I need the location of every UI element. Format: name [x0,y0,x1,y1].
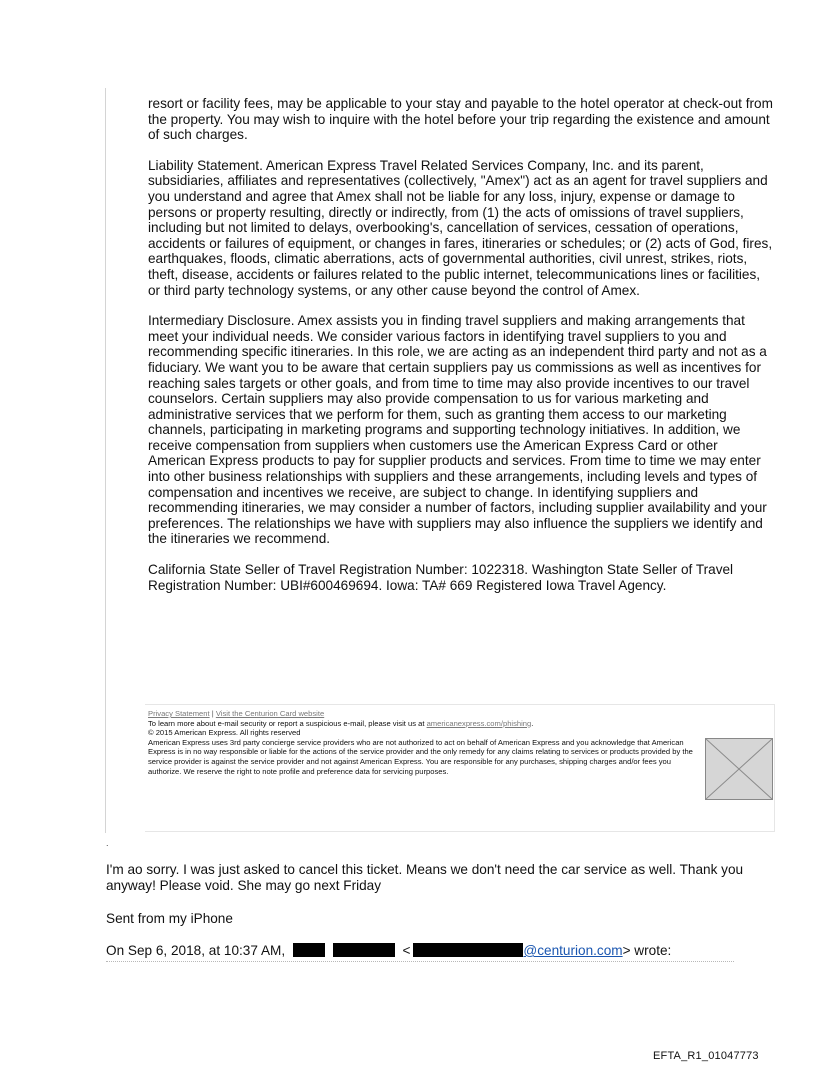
redaction-bar [293,943,325,957]
intermediary-disclosure-paragraph: Intermediary Disclosure. Amex assists you in finding travel suppliers and making arrangements that meet your individual needs. We consider various factors in identifying travel suppliers to you and recommending specific itineraries. In this role, we are acting as an independent third party and not as a fiduciary. We want you to be aware that certain suppliers pay us commissions as well as incentives for reaching sales targets or other goals, and from time to time may also provide incentives to our travel counselors. Certain suppliers may also provide compensation to us for various marketing and administrative services that we perform for them, such as granting them access to our marketing channels, participating in marketing programs and supporting technology initiatives. In addition, we receive compensation from suppliers when customers use the American Express Card or other American Express products to pay for supplier products and services. From time to time we may enter into other business relationships with suppliers and these arrangements, including levels and types of compensation and incentives we receive, are subject to change. In identifying suppliers and recommending itineraries, we may consider a number of factors, including supplier availability and your preferences. The relationships we have with suppliers may also influence the suppliers we identify and the itineraries we recommend. [148,313,767,547]
email-footer [148,709,696,776]
quoted-header [106,942,734,962]
quote-border [105,88,106,833]
reply-text: I'm ao sorry. I was just asked to cancel this ticket. Means we don't need the car service as well. Thank you anyway! Please void. She may go next Friday [106,862,744,893]
seller-registration-paragraph: California State Seller of Travel Registration Number: 1022318. Washington State Seller of Travel Registration Number: UBI#600469694. Iowa: TA# 669 Registered Iowa Travel Agency. [148,562,734,593]
security-notice [148,719,696,729]
wrote-suffix: > wrote: [622,943,672,958]
bates-number: EFTA_R1_01047773 [653,1050,759,1062]
liability-statement-paragraph: Liability Statement. American Express Travel Related Services Company, Inc. and its parent, subsidiaries, affiliates and representatives (collectively, "Amex") act as an agent for travel suppliers and you understand and agree that Amex shall not be liable for any loss, injury, expense or damage to persons or property resulting, directly or indirectly, from (1) the acts of omissions of travel suppliers, including but not limited to delays, overbooking's, cancellation of services, cessation of operations, accidents or failures of equipment, or changes in fares, itineraries or schedules; or (2) acts of God, fires, earthquakes, floods, climatic aberrations, acts of governmental authorities, civil unrest, strikes, riots, theft, disease, accidents or failures related to the public internet, telecommunications lines or facilities, or third party technology systems, or any other cause beyond the control of Amex. [148,157,773,298]
sender-email-link[interactable]: @centurion.com [523,943,623,958]
lt-sign: < [402,943,411,958]
footer-links [148,709,696,719]
hotel-fees-paragraph: resort or facility fees, may be applicable to your stay and payable to the hotel operator at check-out from the property. You may wish to inquire with the hotel before your trip regarding the existence and amount of such charges. [148,96,773,143]
signature: Sent from my iPhone [106,911,233,926]
security-text: To learn more about e-mail security or report a suspicious e-mail, please visit us at [148,718,425,728]
link-separator: | [211,709,214,718]
copyright-text: © 2015 American Express. All rights reserved [148,728,301,738]
email-body [148,96,773,608]
reply-message [106,862,766,944]
redaction-bar [413,943,523,957]
security-period: . [531,718,534,728]
quoted-date: On Sep 6, 2018, at 10:37 AM, [106,943,286,958]
centurion-website-link[interactable]: Visit the Centurion Card website [215,709,325,718]
disclaimer-text: American Express uses 3rd party concierge service providers who are not authorized to act on behalf of American Express and you acknowledge that American Express is in no way responsible or liable for the actions of the service provider and the only remedy for any claims relating to services or products provided by the service provider is against the service provider and not against American Express. You are responsible for any purchases, shipping charges and/or fees you authorize. We reserve the right to note profile and preference data for servicing purposes. [148,737,693,776]
broken-image-icon [705,738,773,800]
stray-dot: . [106,838,109,848]
privacy-statement-link[interactable]: Privacy Statement [148,709,210,718]
redaction-bar [333,943,395,957]
phishing-link[interactable]: americanexpress.com/phishing [426,718,532,728]
